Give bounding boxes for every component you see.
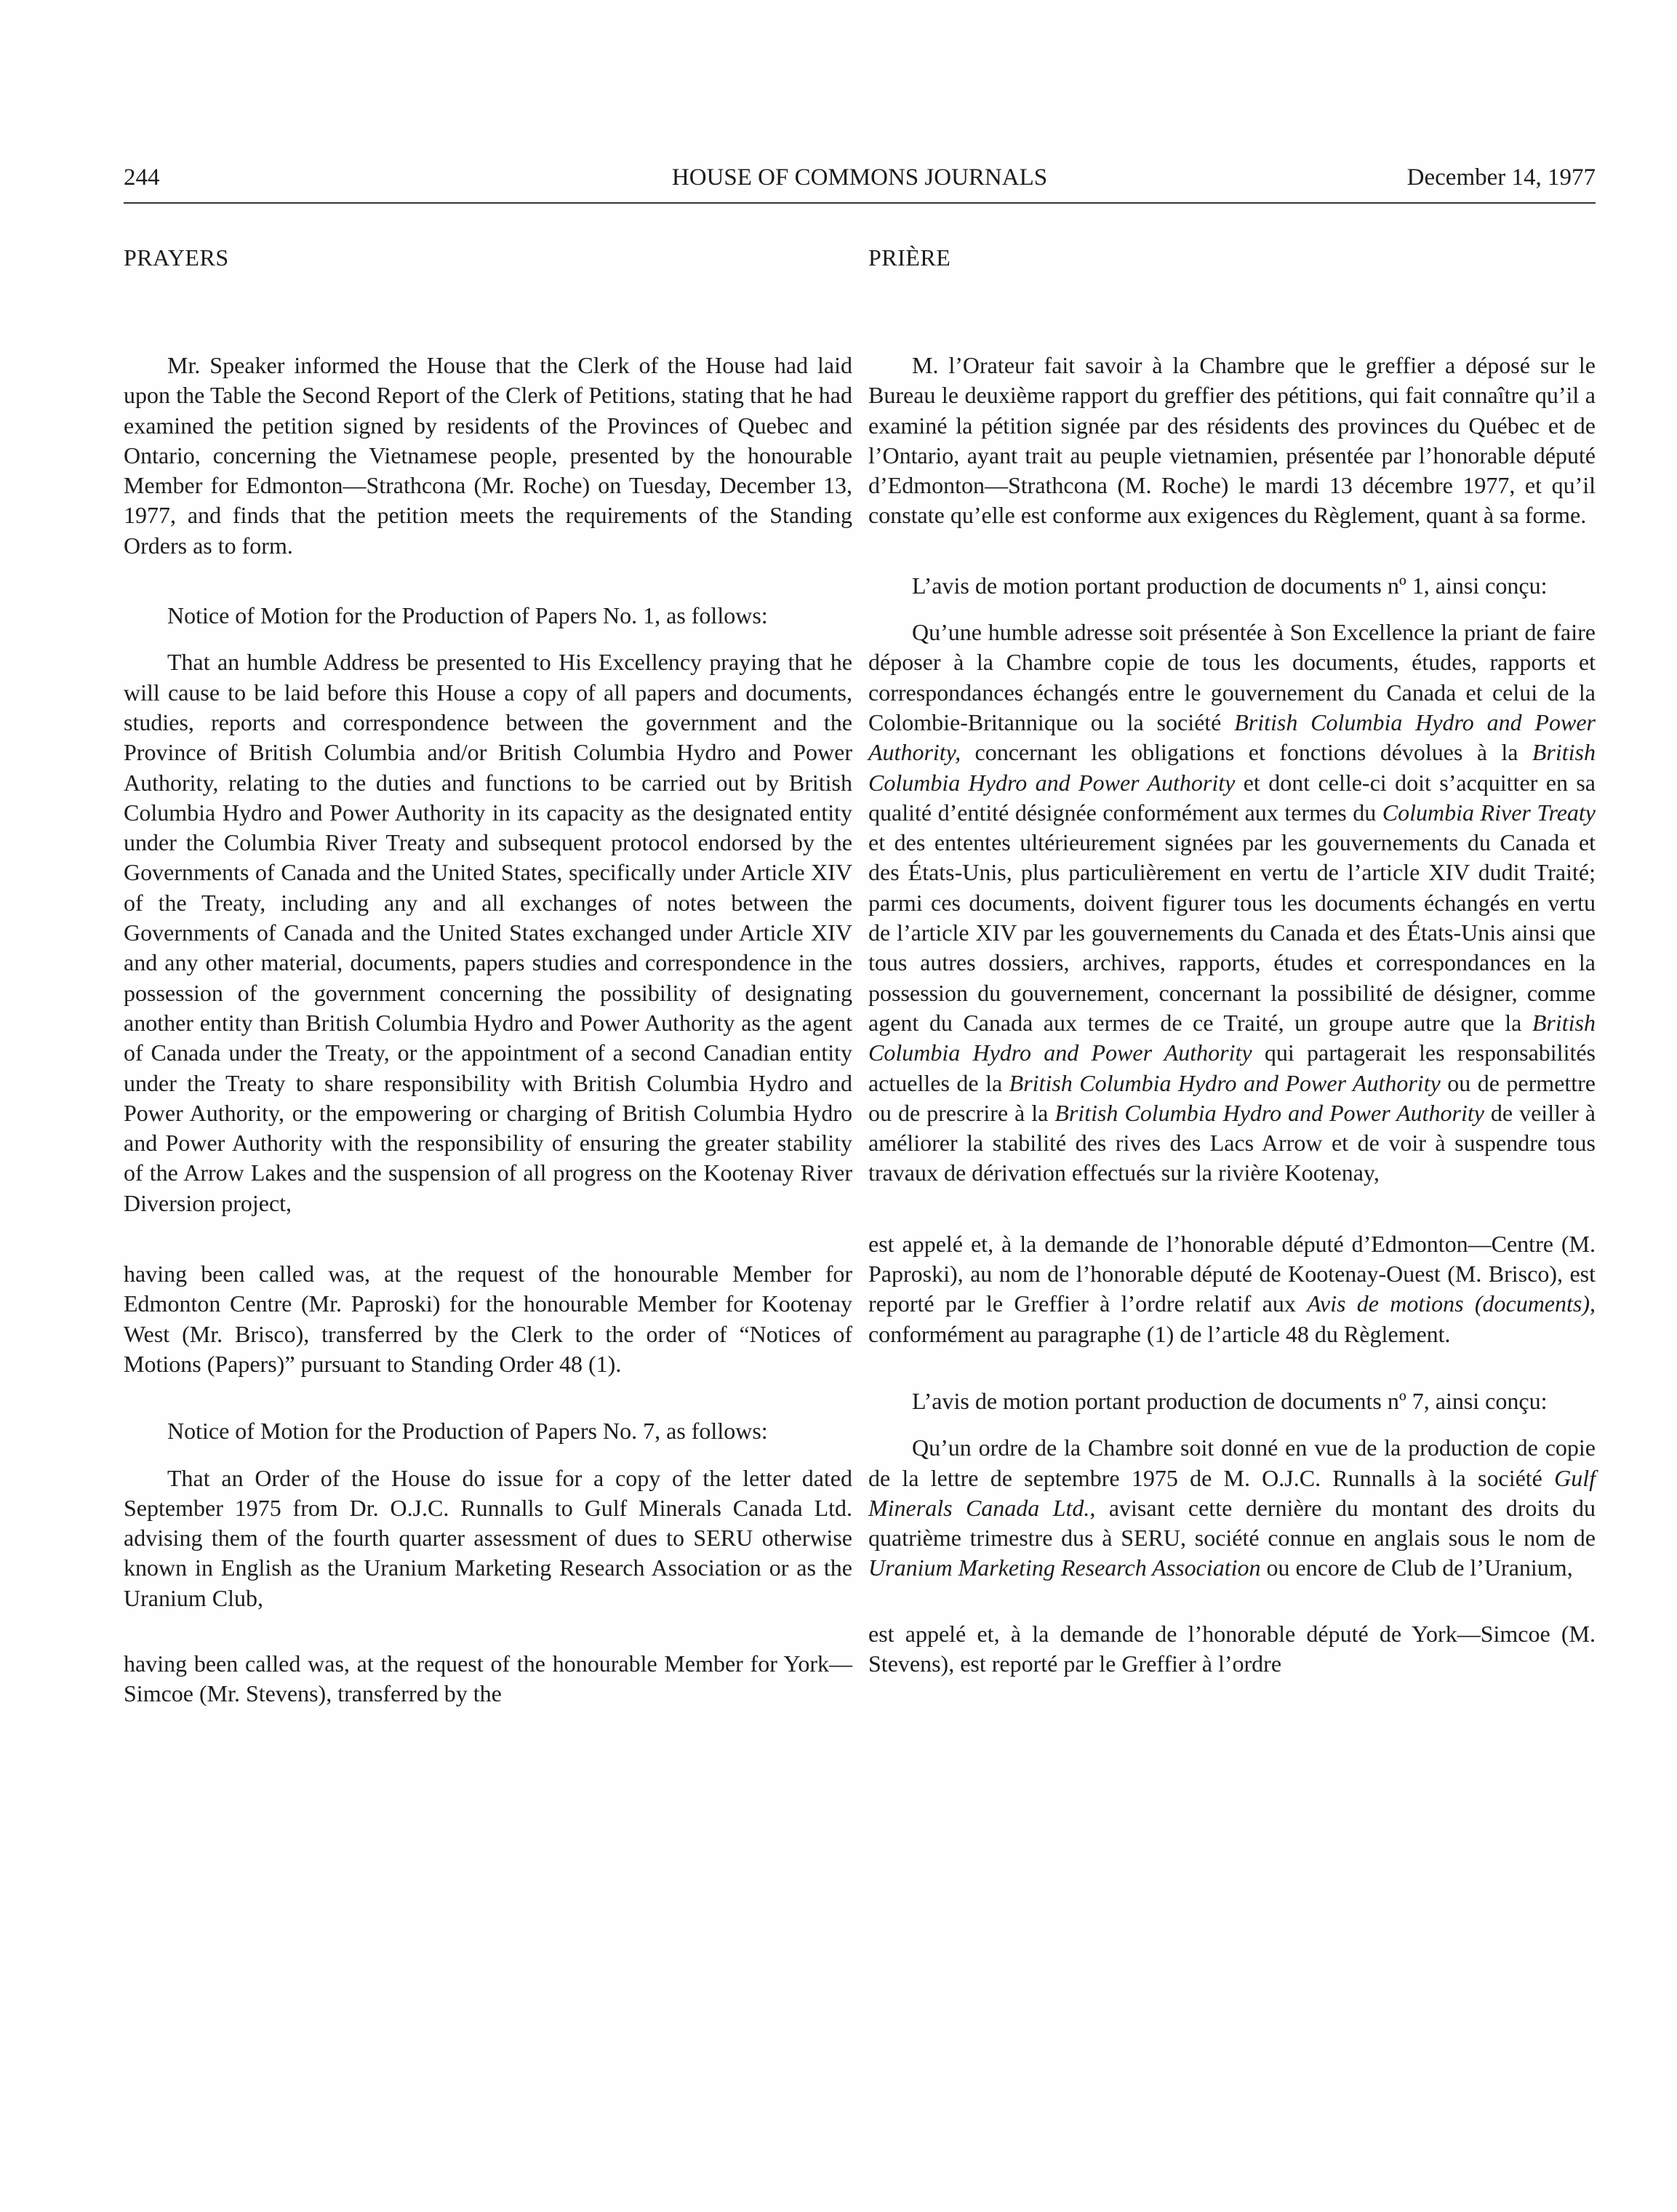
- notice-1-text: Qu’une humble adresse soit présentée à Son Excellence la priant de faire déposer à la Chambre copie de tous les documents, études, rapports et correspondances échangés entre le gouvernement du Canada et celui de la Colombie-Britannique ou la société British Columbia Hydro and Power Authority, concernant les obligations et fonctions dévolues à la British Columbia Hydro and Power Authority et dont celle-ci doit s’acquitter en sa qualité d’entité désignée conformément aux termes du Columbia River Treaty et des ententes ultérieurement signées par les gouvernements du Canada et des États-Unis, plus particulièrement en vertu de l’article XIV dudit Traité; parmi ces documents, doivent figurer tous les documents échangés en vertu de l’article XIV par les gouvernements du Canada et des États-Unis ainsi que tous autres dossiers, archives, rapports, études et correspondances en la possession du gouvernement, concernant la possibilité de désigner, comme agent du Canada aux termes de ce Traité, un groupe autre que la British Columbia Hydro and Power Authority qui partagerait les responsabilités actuelles de la British Columbia Hydro and Power Authority ou de permettre ou de prescrire à la British Columbia Hydro and Power Authority de veiller à améliorer la stabilité des rives des Lacs Arrow et de voir à suspendre tous travaux de dérivation effectués sur la rivière Kootenay,: [868, 619, 1596, 1186]
- french-column: [868, 240, 1596, 1679]
- notice-7-result: having been called was, at the request of the honourable Member for York—Simcoe (Mr. Stevens), transferred by the: [124, 1650, 852, 1707]
- journal-title: HOUSE OF COMMONS JOURNALS: [671, 164, 1048, 191]
- page-header: [124, 163, 1596, 204]
- section-heading: PRIÈRE: [868, 244, 951, 271]
- notice-1-intro: L’avis de motion portant production de documents nº 1, ainsi conçu:: [912, 572, 1548, 599]
- notice-1-intro: Notice of Motion for the Production of Papers No. 1, as follows:: [167, 602, 768, 629]
- notice-1-result: having been called was, at the request of the honourable Member for Edmonton Centre (Mr. Paproski) for the honourable Member for Kootenay West (Mr. Brisco), transferred by the Clerk to the order of “Notices of Motions (Papers)” pursuant to Standing Order 48 (1).: [124, 1261, 852, 1377]
- notice-1-result: est appelé et, à la demande de l’honorable député d’Edmonton—Centre (M. Paproski), au nom de l’honorable député de Kootenay-Ouest (M. Brisco), est reporté par le Greffier à l’ordre relatif aux Avis de motions (documents), conformément au paragraphe (1) de l’article 48 du Règlement.: [868, 1230, 1596, 1347]
- notice-7-result: est appelé et, à la demande de l’honorable député de York—Simcoe (M. Stevens), est reporté par le Greffier à l’ordre: [868, 1620, 1596, 1677]
- page-number: 244: [124, 164, 160, 191]
- petition-paragraph: M. l’Orateur fait savoir à la Chambre que le greffier a déposé sur le Bureau le deuxième rapport du greffier des pétitions, qui fait connaître qu’il a examiné la pétition signée par des résidents des provinces du Québec et de l’Ontario, ayant trait au peuple vietnamien, présentée par l’honorable député d’Edmonton—Strathcona (M. Roche) le mardi 13 décembre 1977, et qu’il constate qu’elle est conforme aux exigences du Règlement, quant à sa forme.: [868, 352, 1596, 529]
- notice-1-text: That an humble Address be presented to His Excellency praying that he will cause to be laid before this House a copy of all papers and documents, studies, reports and correspondence between the government and the Province of British Columbia and/or British Columbia Hydro and Power Authority, relating to the duties and functions to be carried out by British Columbia Hydro and Power Authority in its capacity as the designated entity under the Columbia River Treaty and subsequent protocol endorsed by the Governments of Canada and the United States, specifically under Article XIV of the Treaty, including any and all exchanges of notes between the Governments of Canada and the United States exchanged under Article XIV and any other material, documents, papers studies and correspondence in the possession of the government concerning the possibility of designating another entity than British Columbia Hydro and Power Authority as the agent of Canada under the Treaty, or the appointment of a second Canadian entity under the Treaty to share responsibility with British Columbia Hydro and Power Authority, or the empowering or charging of British Columbia Hydro and Power Authority with the responsibility of ensuring the greater stability of the Arrow Lakes and the suspension of all progress on the Kootenay River Diversion project,: [124, 649, 852, 1216]
- section-heading: PRAYERS: [124, 244, 229, 271]
- english-column: [124, 240, 852, 1709]
- notice-7-intro: L’avis de motion portant production de documents nº 7, ainsi conçu:: [912, 1387, 1548, 1414]
- notice-7-text: Qu’un ordre de la Chambre soit donné en vue de la production de copie de la lettre de septembre 1975 de M. O.J.C. Runnalls à la société Gulf Minerals Canada Ltd., avisant cette dernière du montant des droits du quatrième trimestre dus à SERU, société connue en anglais sous le nom de Uranium Marketing Research Association ou encore de Club de l’Uranium,: [868, 1434, 1596, 1581]
- petition-paragraph: Mr. Speaker informed the House that the Clerk of the House had laid upon the Table the Second Report of the Clerk of Petitions, stating that he had examined the petition signed by residents of the Provinces of Quebec and Ontario, concerning the Vietnamese people, presented by the honourable Member for Edmonton—Strathcona (Mr. Roche) on Tuesday, December 13, 1977, and finds that the petition meets the requirements of the Standing Orders as to form.: [124, 352, 852, 559]
- notice-7-text: That an Order of the House do issue for a copy of the letter dated September 1975 from Dr. O.J.C. Runnalls to Gulf Minerals Canada Ltd. advising them of the fourth quarter assessment of dues to SERU otherwise known in English as the Uranium Marketing Research Association or as the Uranium Club,: [124, 1464, 852, 1611]
- journal-date: December 14, 1977: [1406, 164, 1596, 191]
- notice-7-intro: Notice of Motion for the Production of Papers No. 7, as follows:: [167, 1418, 768, 1445]
